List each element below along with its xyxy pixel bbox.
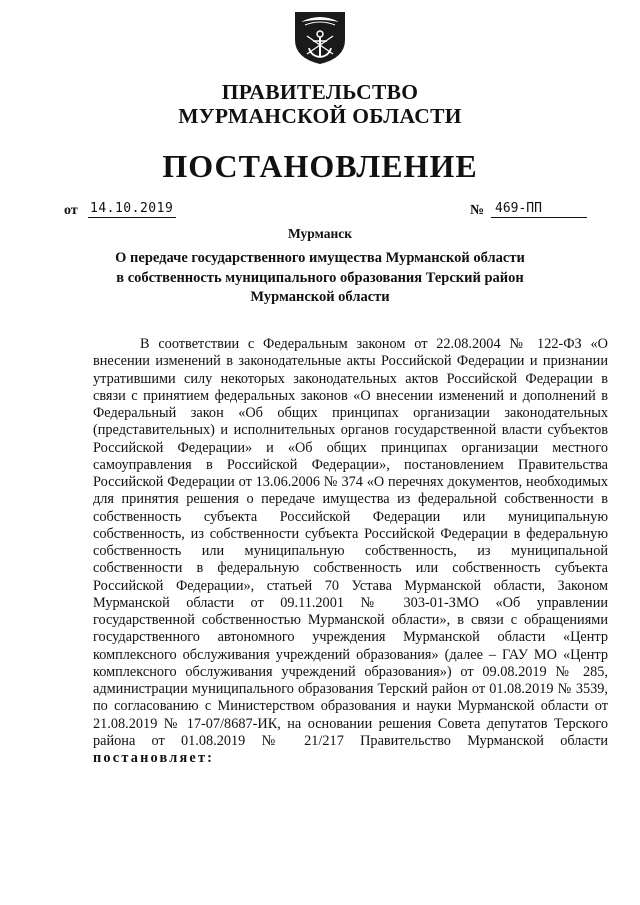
date-value: 14.10.2019 (88, 200, 176, 218)
murmansk-coat-of-arms-emblem (293, 10, 347, 66)
resolution-verb: постановляет: (93, 750, 215, 766)
document-number-value: 469-ПП (491, 200, 587, 218)
government-title-line2: МУРМАНСКОЙ ОБЛАСТИ (178, 104, 462, 128)
city-name: Мурманск (287, 226, 353, 241)
body-text: В соответствии с Федеральным законом от 22.08.2004 № 122-ФЗ «О внесении изменений в законодательные акты Российской Федерации и признании утратившими силу некоторых законодательных актов Российской Федерации в связи с принятием федеральных законов «О внесении изменений и дополнений в Федеральный закон «Об общих принципах организации законодательных (представительных) и исполнительных органов государственной власти субъектов Российской Федерации» и «Об общих принципах организации местного самоуправления в Российской Федерации», постановлением Правительства Российской Федерации от 13.06.2006 № 374 «О перечнях документов, необходимых для принятия решения о передаче имущества из федеральной собственности в собственность субъекта Российской Федерации или муниципальную собственность, из собственности субъекта Российской Федерации в федеральную собственность или муниципальную собственность, из муниципальной собственности в федеральную собственность или собственность субъекта Российской Федерации», статьей 70 Устава Мурманской области, Законом Мурманской области от 09.11.2001 № 303-01-ЗМО «Об управлении государственной собственностью Мурманской области», в связи с обращениями государственного автономного учреждения Мурманской области «Центр комплексного обслуживания учреждений образования» (далее – ГАУ МО «Центр комплексного обслуживания учреждений образования») от 09.08.2019 № 285, администрации муниципального образования Терский район от 01.08.2019 № 3539, по согласованию с Министерством образования и науки Мурманской области от 21.08.2019 № 17-07/8687-ИК, на основании решения Совета депутатов Терского района от 01.08.2019 № 21/217 Правительство Мурманской области (93, 336, 608, 749)
date-label: от (64, 203, 78, 218)
subject-line: О передаче государственного имущества Мурманской области (115, 250, 525, 266)
government-title-line1: ПРАВИТЕЛЬСТВО (221, 80, 419, 104)
document-type-heading: ПОСТАНОВЛЕНИЕ (162, 148, 478, 184)
subject-line: в собственность муниципального образования Терский район (116, 269, 524, 286)
number-label: № (470, 203, 485, 218)
body-paragraph (93, 336, 608, 767)
subject-heading (60, 249, 580, 308)
subject-line: Мурманской области (250, 289, 390, 305)
